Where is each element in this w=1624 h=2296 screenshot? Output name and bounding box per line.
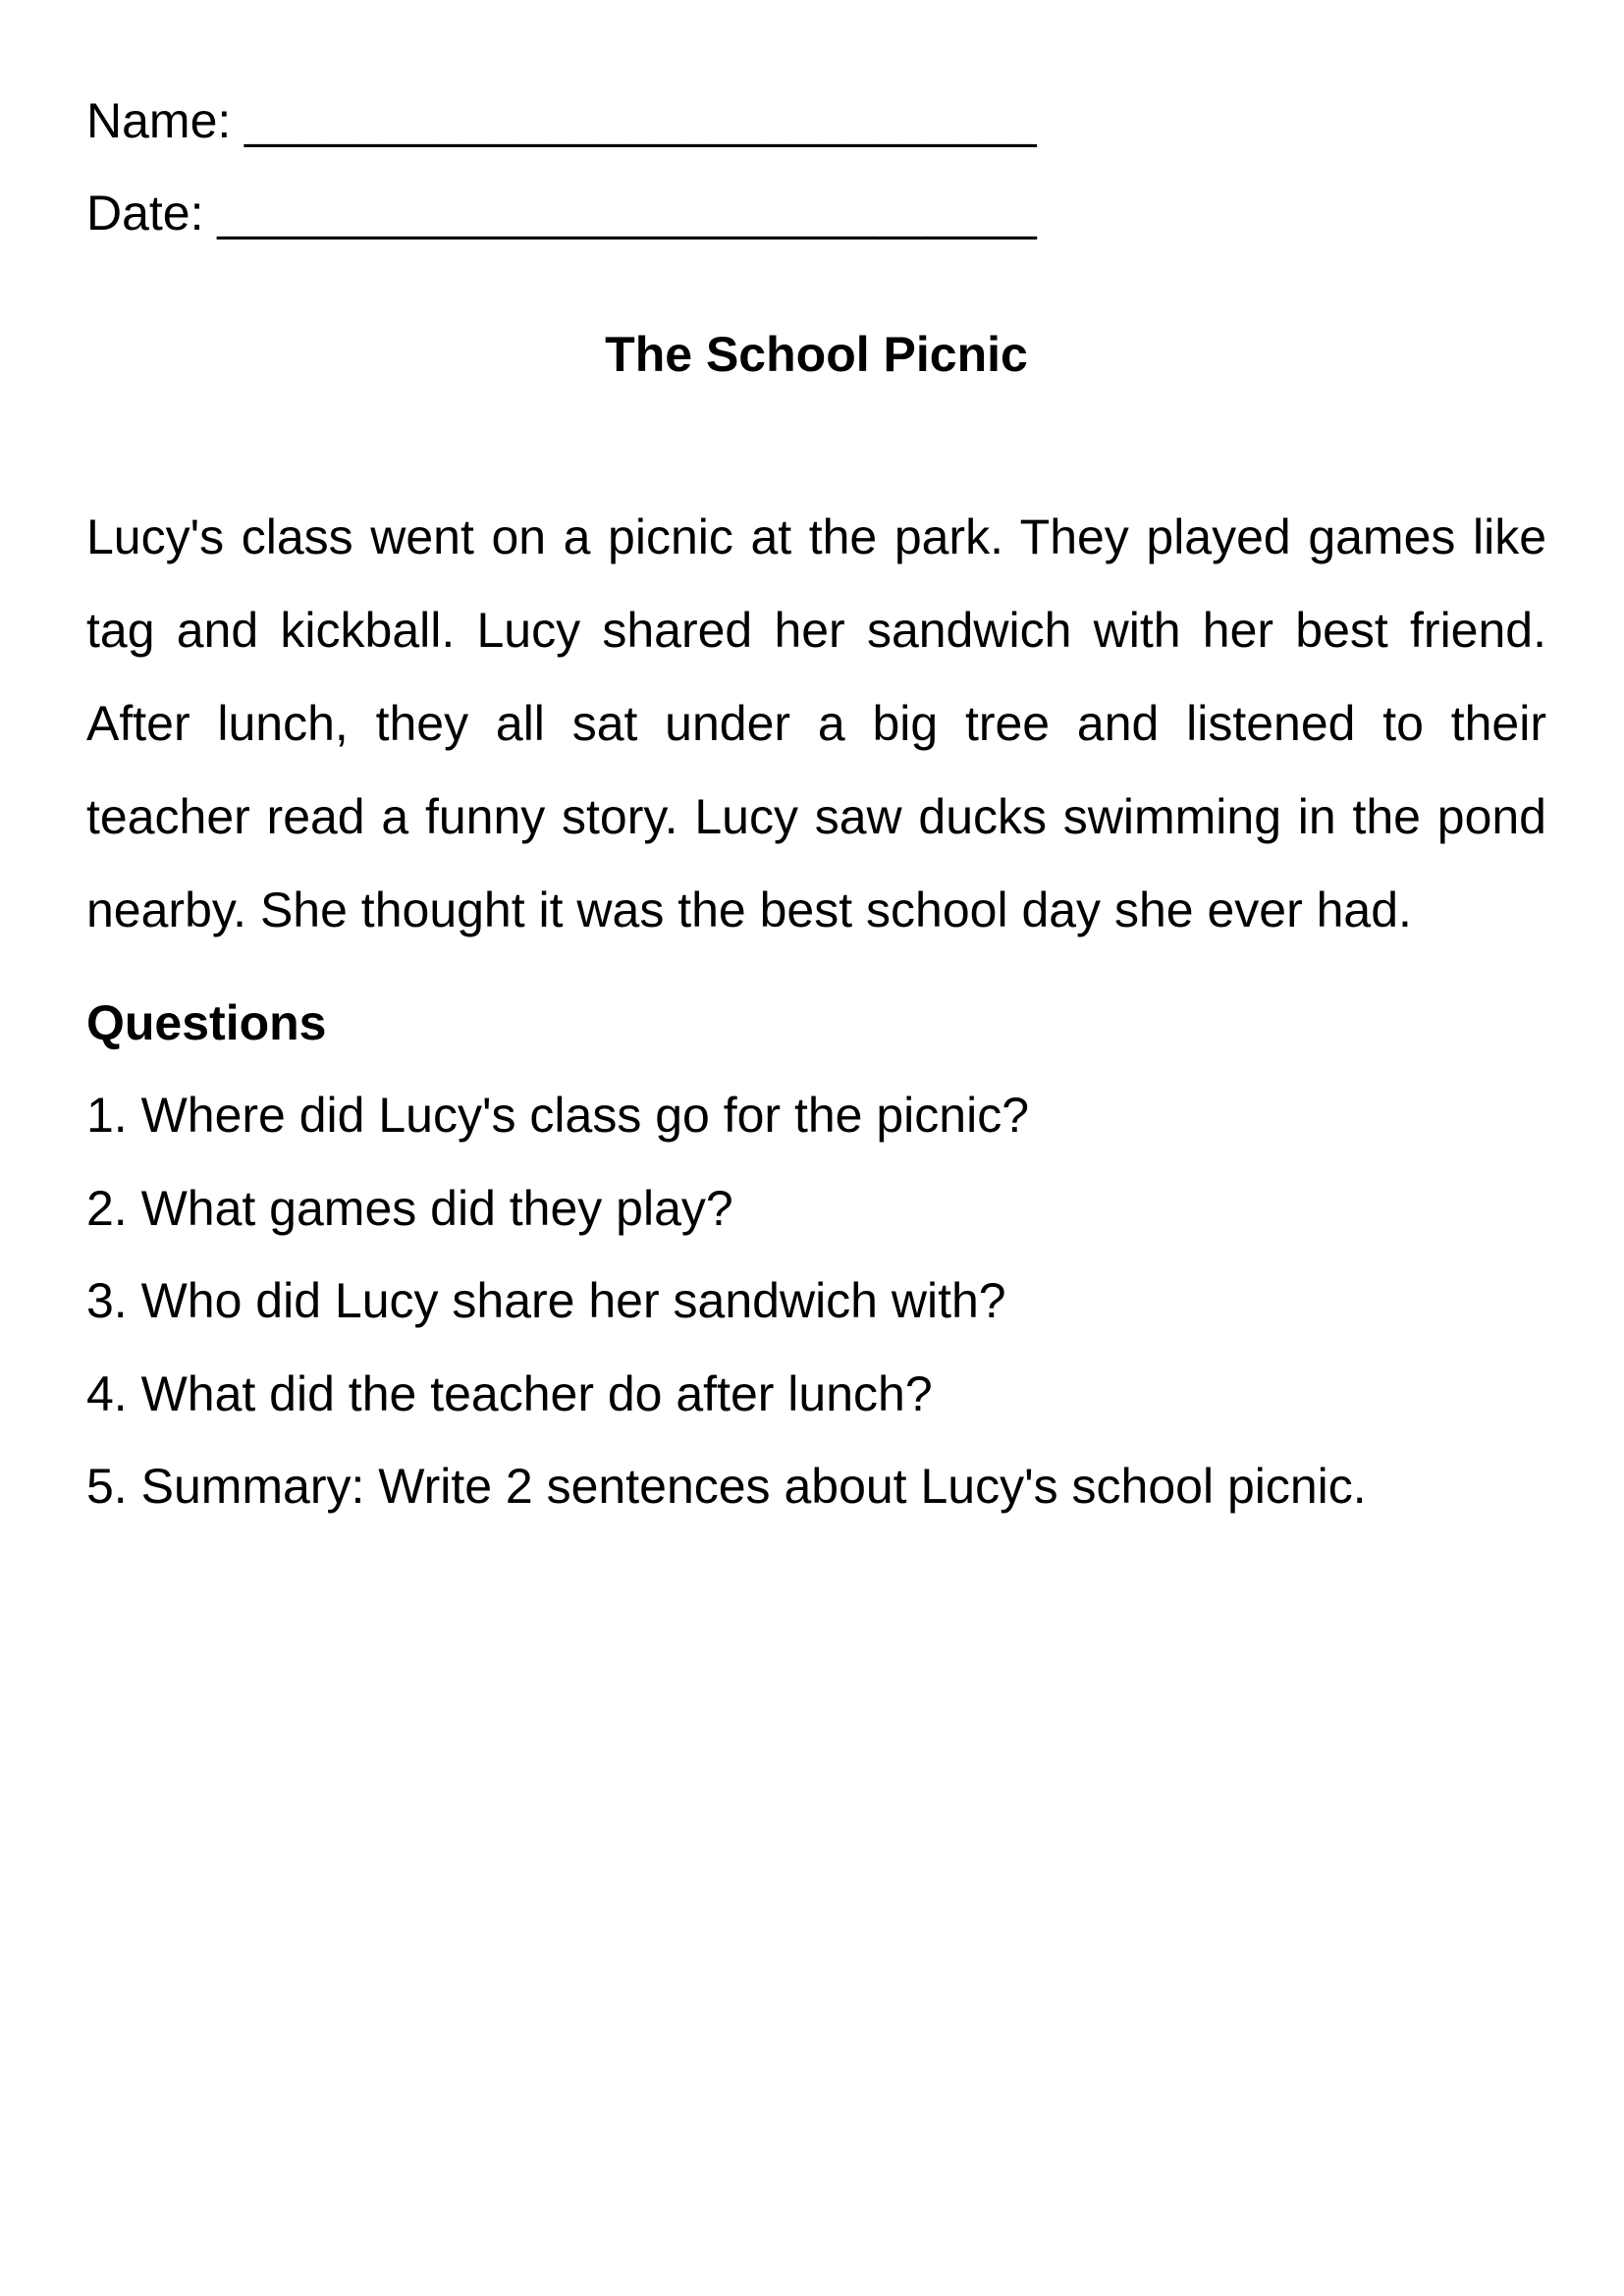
- name-field: Name: _____________________________: [86, 93, 1037, 148]
- story-passage: Lucy's class went on a picnic at the park. They played games like tag and kickball. Lucy shared her sandwich with her best friend. After lunch, they all sat under a big tree and listened to their teacher read a funny story. Lucy saw ducks swimming in the pond nearby. She thought it was the best school day she ever had.: [86, 509, 1546, 937]
- question-item: 2. What games did they play?: [86, 1180, 733, 1236]
- question-item: 4. What did the teacher do after lunch?: [86, 1365, 933, 1421]
- question-item: 1. Where did Lucy's class go for the picnic?: [86, 1088, 1030, 1143]
- question-item: 5. Summary: Write 2 sentences about Lucy's school picnic.: [86, 1459, 1367, 1514]
- page-title: The School Picnic: [605, 327, 1028, 382]
- question-item: 3. Who did Lucy share her sandwich with?: [86, 1273, 1006, 1328]
- date-field: Date: ______________________________: [86, 186, 1037, 240]
- questions-list: [86, 1086, 1367, 1550]
- questions-heading: Questions: [86, 995, 327, 1050]
